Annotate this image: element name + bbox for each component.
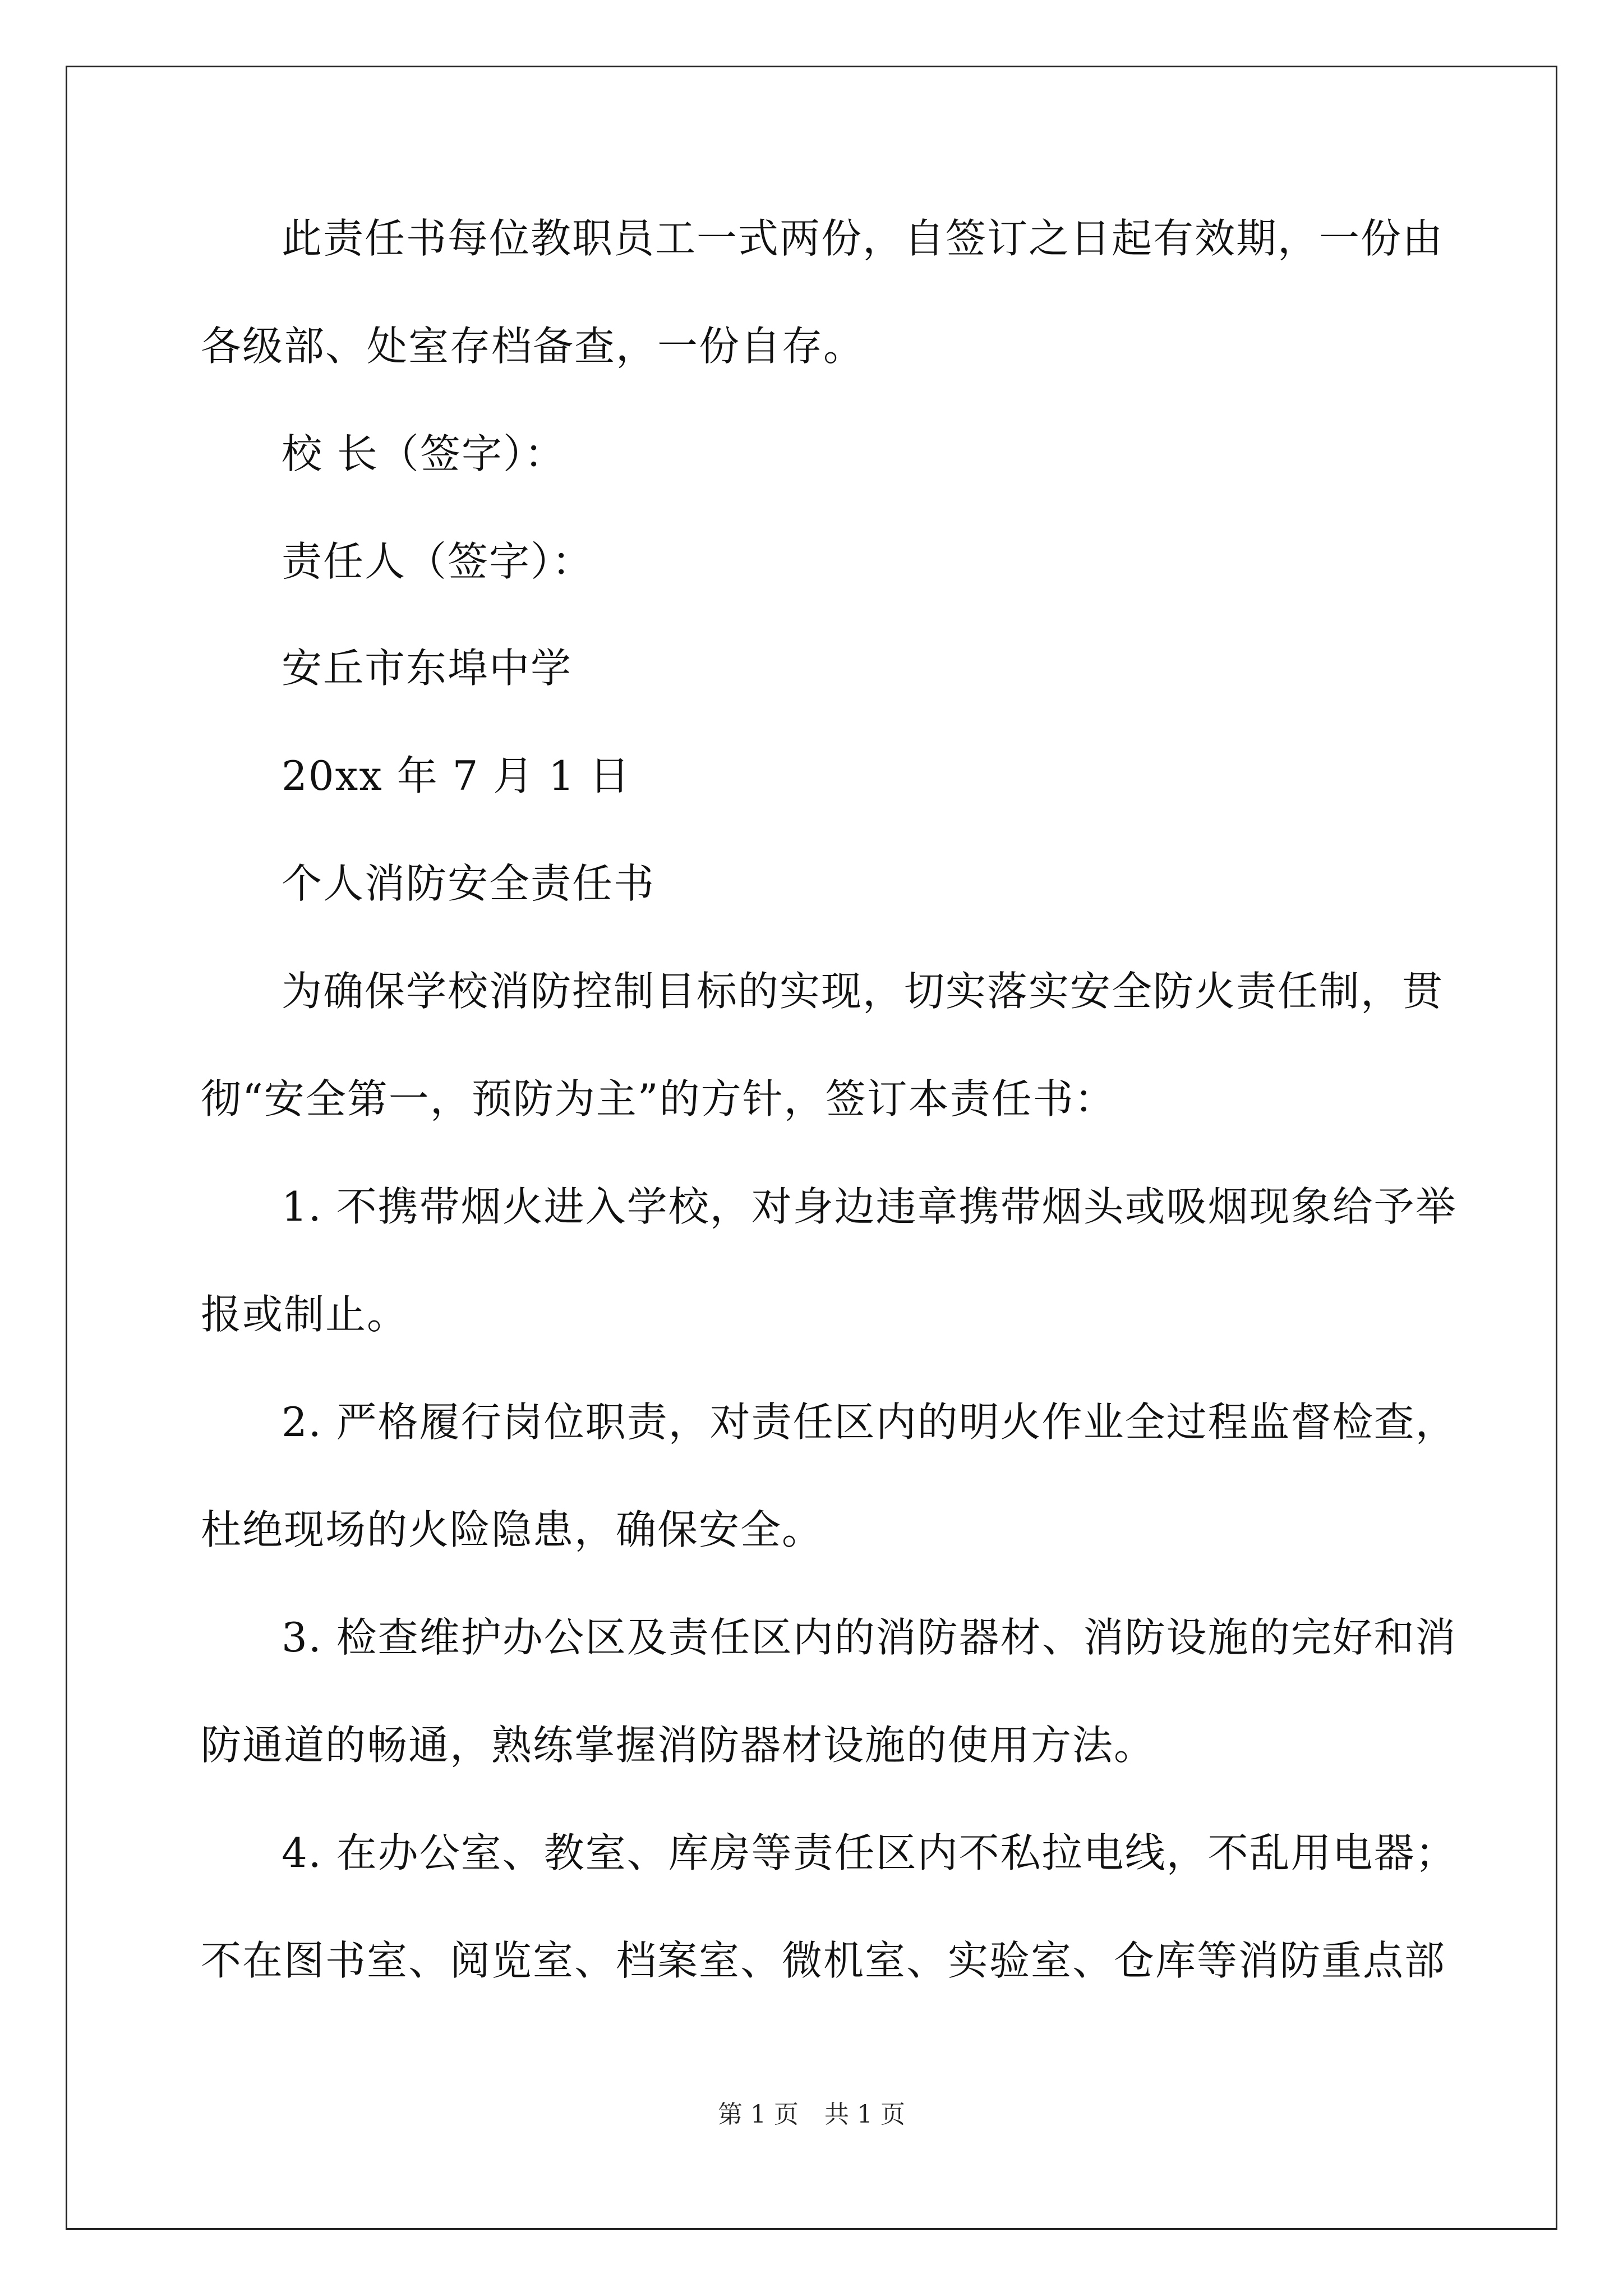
list-item-2: 2. 严格履行岗位职责，对责任区内的明火作业全过程监督检查， — [282, 1398, 1457, 1446]
list-item-1-continued: 报或制止。 — [201, 1291, 409, 1338]
page-border — [66, 66, 1557, 2230]
page-total: 共 1 页 — [824, 2100, 905, 2129]
list-item-3: 3. 检查维护办公区及责任区内的消防器材、消防设施的完好和消 — [282, 1614, 1457, 1661]
document-date: 20xx 年 7 月 1 日 — [282, 752, 631, 799]
list-item-1: 1. 不携带烟火进入学校，对身边违章携带烟头或吸烟现象给予举 — [282, 1183, 1457, 1230]
school-name: 安丘市东埠中学 — [282, 645, 573, 692]
principal-signature-line: 校 长（签字）： — [282, 430, 566, 477]
list-item-4-continued: 不在图书室、阅览室、档案室、微机室、实验室、仓库等消防重点部 — [201, 1937, 1446, 1984]
list-item-3-continued: 防通道的畅通，熟练掌握消防器材设施的使用方法。 — [201, 1722, 1156, 1769]
list-item-2-continued: 杜绝现场的火险隐患，确保安全。 — [201, 1506, 824, 1553]
paragraph-line: 彻“安全第一，预防为主”的方针，签订本责任书： — [201, 1075, 1116, 1122]
paragraph-line: 各级部、处室存档备查，一份自存。 — [201, 323, 865, 370]
paragraph-line: 为确保学校消防控制目标的实现，切实落实安全防火责任制，贯 — [282, 968, 1444, 1015]
section-title: 个人消防安全责任书 — [282, 860, 656, 907]
page-footer — [0, 2101, 1623, 2129]
responsible-person-signature-line: 责任人（签字）： — [282, 538, 594, 585]
list-item-4: 4. 在办公室、教室、库房等责任区内不私拉电线，不乱用电器； — [282, 1829, 1457, 1876]
paragraph-line: 此责任书每位教职员工一式两份，自签订之日起有效期，一份由 — [282, 215, 1444, 262]
page-number: 第 1 页 — [718, 2100, 799, 2129]
